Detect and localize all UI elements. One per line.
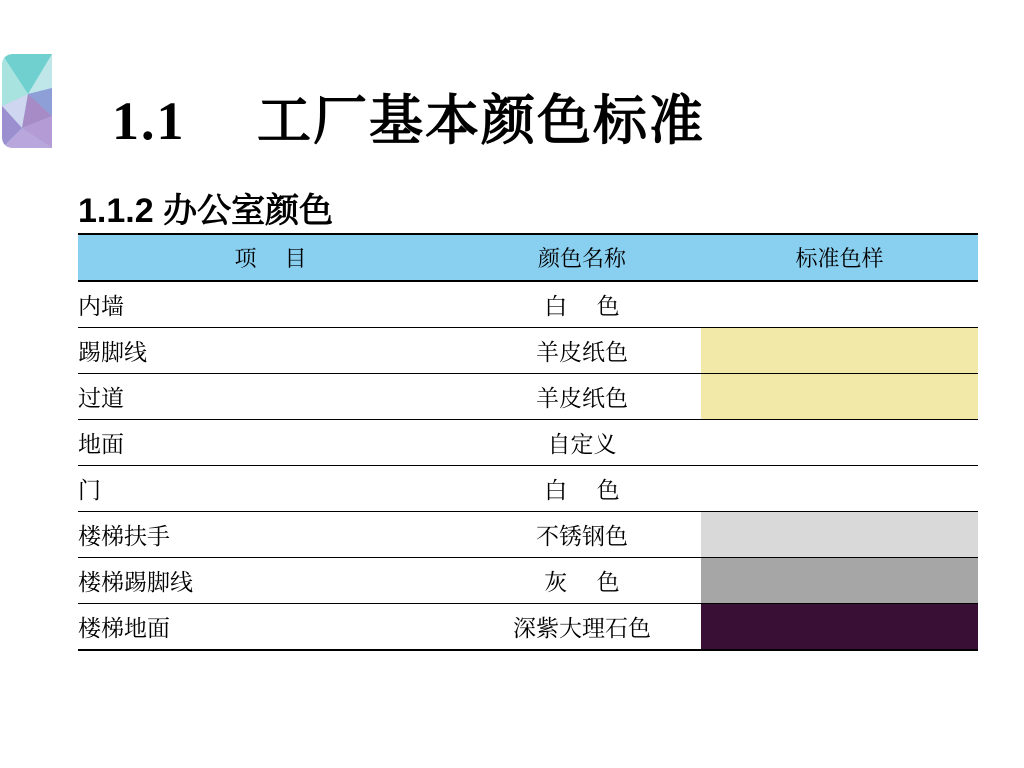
cell-item: 过道: [78, 374, 463, 420]
cell-swatch: [701, 374, 978, 420]
page-subtitle: 1.1.2 办公室颜色: [78, 192, 334, 230]
table-body: [78, 281, 978, 650]
cell-item: 楼梯扶手: [78, 512, 463, 558]
cell-swatch: [701, 420, 978, 466]
color-swatch: [701, 282, 978, 327]
color-swatch: [701, 558, 978, 603]
color-standard-table: [78, 233, 978, 651]
cell-color-name: 羊皮纸色: [463, 328, 701, 374]
cell-item: 门: [78, 466, 463, 512]
cell-color-name: 深紫大理石色: [463, 604, 701, 651]
table-row: [78, 512, 978, 558]
table-row: [78, 281, 978, 328]
table-row: [78, 466, 978, 512]
cell-item: 踢脚线: [78, 328, 463, 374]
cell-swatch: [701, 466, 978, 512]
cell-color-name: 不锈钢色: [463, 512, 701, 558]
table-row: [78, 558, 978, 604]
color-swatch: [701, 374, 978, 419]
cell-color-name: 白 色: [463, 281, 701, 328]
table-row: [78, 604, 978, 651]
cell-color-name: 自定义: [463, 420, 701, 466]
cell-swatch: [701, 558, 978, 604]
diamond-logo-icon: [2, 54, 52, 148]
table-row: [78, 328, 978, 374]
color-swatch: [701, 512, 978, 557]
table-row: [78, 374, 978, 420]
color-swatch: [701, 328, 978, 373]
table-header-row: [78, 234, 978, 281]
cell-item: 楼梯踢脚线: [78, 558, 463, 604]
cell-item: 地面: [78, 420, 463, 466]
column-header-color-name: 颜色名称: [463, 234, 701, 281]
color-swatch: [701, 604, 978, 649]
color-swatch: [701, 466, 978, 511]
cell-swatch: [701, 328, 978, 374]
color-swatch: [701, 420, 978, 465]
cell-color-name: 白 色: [463, 466, 701, 512]
cell-swatch: [701, 604, 978, 651]
cell-swatch: [701, 281, 978, 328]
column-header-swatch: 标准色样: [701, 234, 978, 281]
page-title: 1.1 工厂基本颜色标准: [112, 91, 705, 151]
column-header-item: 项 目: [78, 234, 463, 281]
cell-color-name: 灰 色: [463, 558, 701, 604]
cell-swatch: [701, 512, 978, 558]
table-row: [78, 420, 978, 466]
cell-item: 楼梯地面: [78, 604, 463, 651]
cell-item: 内墙: [78, 281, 463, 328]
cell-color-name: 羊皮纸色: [463, 374, 701, 420]
